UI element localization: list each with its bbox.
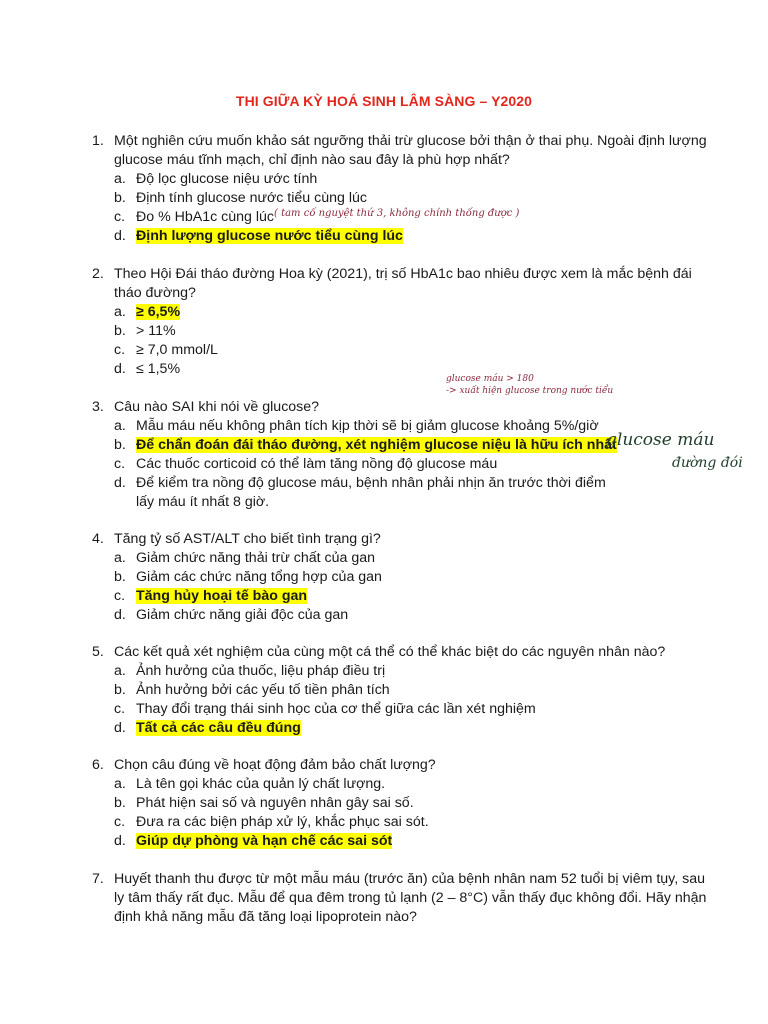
handwritten-note-q1: ( tam cố nguyệt thứ 3, không chính thống được )	[274, 208, 520, 219]
option-c	[92, 813, 712, 832]
option-text: Giúp dự phòng và hạn chế các sai sót	[136, 833, 393, 849]
option-a	[92, 170, 712, 189]
option-a-highlighted	[92, 303, 712, 322]
exam-title: THI GIỮA KỲ HOÁ SINH LÂM SÀNG – Y2020	[235, 93, 533, 109]
question-stem	[92, 530, 712, 549]
question-stem	[92, 756, 712, 775]
option-text: Giảm chức năng thải trừ chất của gan	[136, 550, 376, 566]
option-a	[92, 775, 712, 794]
option-text: Để chẩn đoán đái tháo đường, xét nghiệm glucose niệu là hữu ích nhất	[136, 437, 617, 453]
question-number: 5.	[92, 644, 104, 660]
option-text: Định lượng glucose nước tiểu cùng lúc	[136, 228, 403, 244]
option-letter: c.	[114, 342, 126, 358]
question-stem	[92, 132, 712, 170]
option-text: Độ lọc glucose niệu ước tính	[136, 171, 318, 187]
option-letter: c.	[114, 209, 126, 225]
option-text: ≤ 1,5%	[136, 361, 181, 377]
option-letter: b.	[114, 190, 126, 206]
option-text: Ảnh hưởng của thuốc, liệu pháp điều trị	[136, 663, 386, 679]
option-text: Là tên gọi khác của quản lý chất lượng.	[136, 776, 386, 792]
question-stem	[92, 643, 712, 662]
option-d-highlighted	[92, 719, 712, 738]
question-text: Theo Hội Đái tháo đường Hoa kỳ (2021), trị số HbA1c bao nhiêu được xem là mắc bệnh đái tháo đường?	[114, 266, 692, 301]
option-text: Ảnh hưởng bởi các yếu tố tiền phân tích	[136, 682, 390, 698]
option-letter: b.	[114, 437, 126, 453]
option-b	[92, 322, 712, 341]
handwritten-note-q3-line2: -> xuất hiện glucose trong nước tiểu	[446, 386, 614, 396]
option-text: Đưa ra các biện pháp xử lý, khắc phục sai sót.	[136, 814, 429, 830]
option-text: Mẫu máu nếu không phân tích kịp thời sẽ bị giảm glucose khoảng 5%/giờ	[136, 418, 599, 434]
option-letter: c.	[114, 701, 126, 717]
option-letter: b.	[114, 682, 126, 698]
option-text: > 11%	[136, 323, 176, 339]
option-letter: a.	[114, 663, 126, 679]
question-text: Các kết quả xét nghiệm của cùng một cá thể có thể khác biệt do các nguyên nhân nào?	[114, 644, 666, 660]
option-letter: c.	[114, 814, 126, 830]
option-b	[92, 794, 712, 813]
option-b	[92, 681, 712, 700]
handwritten-note-q3-line1: glucose máu > 180	[446, 374, 534, 384]
handwritten-note-q3-right-line1: glucose máu	[606, 430, 715, 450]
option-b	[92, 568, 712, 587]
option-letter: a.	[114, 776, 126, 792]
option-letter: d.	[114, 720, 126, 736]
option-letter: c.	[114, 456, 126, 472]
question-text: Tăng tỷ số AST/ALT cho biết tình trạng gì?	[114, 531, 381, 547]
option-text: ≥ 7,0 mmol/L	[136, 342, 218, 358]
option-b	[92, 189, 712, 208]
question-number: 1.	[92, 133, 104, 149]
option-letter: b.	[114, 323, 126, 339]
question-text: Một nghiên cứu muốn khảo sát ngưỡng thải trừ glucose bởi thận ở thai phụ. Ngoài định lượng glucose máu tĩnh mạch, chỉ định nào sau đây là phù hợp nhất?	[114, 133, 707, 168]
question-number: 4.	[92, 531, 104, 547]
option-text: Để kiểm tra nồng độ glucose máu, bệnh nhân phải nhịn ăn trước thời điểm lấy máu ít nhất 8 giờ.	[136, 475, 606, 510]
option-letter: a.	[114, 550, 126, 566]
option-letter: d.	[114, 833, 126, 849]
question-text: Huyết thanh thu được từ một mẫu máu (trước ăn) của bệnh nhân nam 52 tuổi bị viêm tụy, sau ly tâm thấy rất đục. Mẫu để qua đêm trong tủ lạnh (2 – 8°C) vẫn thấy đục không đổi. Hãy nhận định khả năng mẫu đã tăng loại lipoprotein nào?	[114, 871, 707, 925]
option-d	[92, 360, 712, 379]
option-text: Giảm các chức năng tổng hợp của gan	[136, 569, 382, 585]
option-letter: b.	[114, 569, 126, 585]
question-number: 7.	[92, 871, 104, 887]
question-stem	[92, 265, 712, 303]
option-text: Các thuốc corticoid có thể làm tăng nồng độ glucose máu	[136, 456, 498, 472]
option-letter: d.	[114, 607, 126, 623]
option-c	[92, 700, 712, 719]
option-text: Đo % HbA1c cùng lúc	[136, 209, 275, 225]
option-letter: a.	[114, 304, 126, 320]
question-stem	[92, 870, 712, 927]
question-2	[92, 265, 712, 379]
option-text: ≥ 6,5%	[136, 304, 181, 320]
question-7	[92, 870, 712, 927]
option-text: Phát hiện sai số và nguyên nhân gây sai số.	[136, 795, 414, 811]
question-number: 6.	[92, 757, 104, 773]
question-number: 2.	[92, 266, 104, 282]
question-stem	[92, 398, 712, 417]
question-number: 3.	[92, 399, 104, 415]
option-d	[92, 474, 606, 512]
option-d-highlighted	[92, 832, 712, 851]
option-c-highlighted	[92, 587, 712, 606]
option-text: Tất cả các câu đều đúng	[136, 720, 301, 736]
question-3	[92, 398, 715, 512]
option-c	[92, 455, 712, 474]
option-text: Giảm chức năng giải độc của gan	[136, 607, 349, 623]
option-a	[92, 549, 712, 568]
option-letter: a.	[114, 418, 126, 434]
option-text: Thay đổi trạng thái sinh học của cơ thể giữa các lần xét nghiệm	[136, 701, 536, 717]
question-text: Câu nào SAI khi nói về glucose?	[114, 399, 320, 415]
handwritten-note-q3-right-line2: đường đói	[672, 455, 743, 471]
option-a	[92, 662, 712, 681]
option-letter: b.	[114, 795, 126, 811]
option-letter: d.	[114, 475, 126, 491]
option-letter: d.	[114, 228, 126, 244]
option-d	[92, 606, 712, 625]
option-text: Định tính glucose nước tiểu cùng lúc	[136, 190, 367, 206]
option-c	[92, 341, 712, 360]
option-text: Tăng hủy hoại tế bào gan	[136, 588, 308, 604]
option-letter: a.	[114, 171, 126, 187]
question-6	[92, 756, 712, 851]
option-letter: c.	[114, 588, 126, 604]
option-letter: d.	[114, 361, 126, 377]
question-1	[92, 132, 712, 246]
question-text: Chọn câu đúng về hoạt động đảm bảo chất lượng?	[114, 757, 436, 773]
option-d-highlighted	[92, 227, 712, 246]
question-5	[92, 643, 712, 738]
question-4	[92, 530, 712, 625]
